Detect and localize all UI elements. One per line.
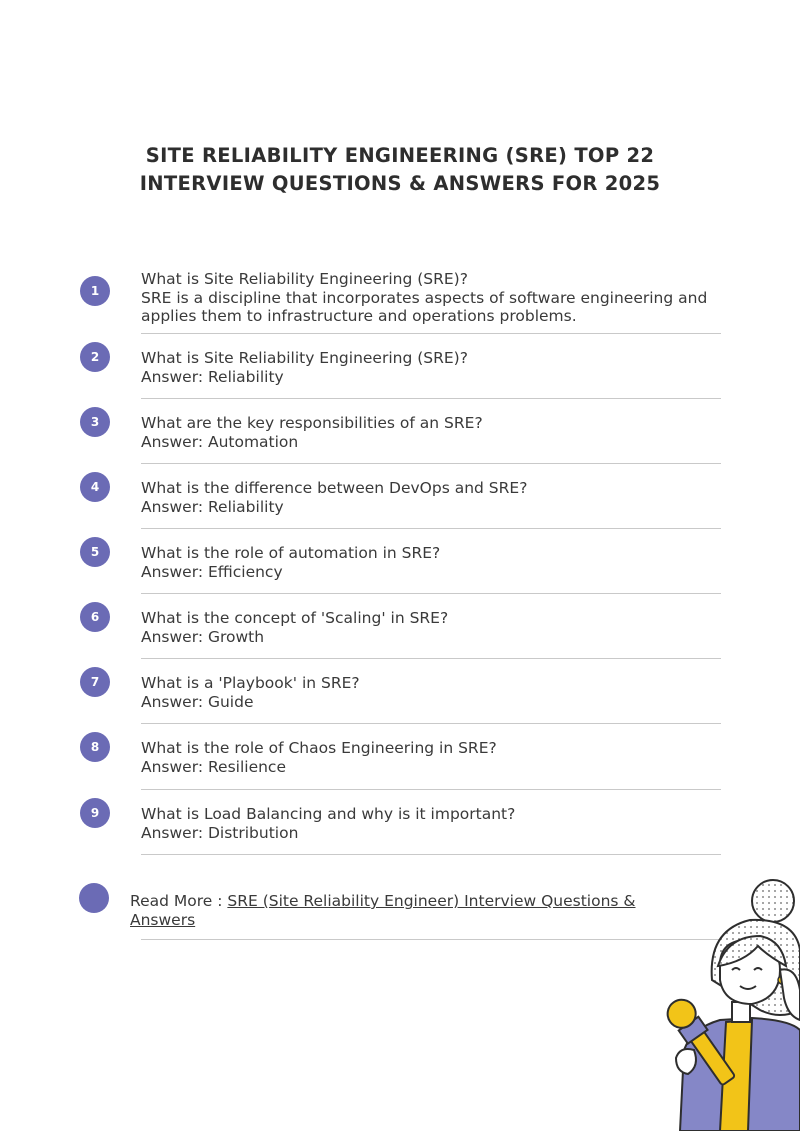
divider — [141, 939, 721, 940]
read-more-link[interactable]: SRE (Site Reliability Engineer) Interview Questions & Answers — [130, 892, 636, 929]
divider — [141, 854, 721, 855]
read-more — [130, 892, 670, 930]
divider — [141, 658, 721, 659]
page-title-line-2: INTERVIEW QUESTIONS & ANSWERS FOR 2025 — [139, 172, 661, 195]
question-text: What is Site Reliability Engineering (SRE)? — [141, 270, 468, 288]
question-text: What is Load Balancing and why is it important? — [141, 805, 516, 823]
answer-text: Answer: Resilience — [141, 757, 286, 776]
divider — [141, 398, 721, 399]
item-number-badge: 7 — [80, 667, 110, 697]
divider — [141, 333, 721, 334]
item-number-badge: 1 — [80, 276, 110, 306]
divider — [141, 463, 721, 464]
woman-with-microphone-illustration — [640, 870, 800, 1131]
question-text: What is a 'Playbook' in SRE? — [141, 674, 360, 692]
answer-text: Answer: Automation — [141, 432, 299, 451]
answer-text: Answer: Reliability — [141, 497, 284, 516]
answer-text: Answer: Guide — [141, 692, 254, 711]
read-more-prefix: Read More : — [130, 892, 228, 910]
answer-text: Answer: Distribution — [141, 823, 299, 842]
question-text: What is the concept of 'Scaling' in SRE? — [141, 609, 449, 627]
item-number-badge: 5 — [80, 537, 110, 567]
page-title — [60, 142, 740, 198]
item-number-badge: 9 — [80, 798, 110, 828]
divider — [141, 723, 721, 724]
divider — [141, 593, 721, 594]
item-number-badge: 6 — [80, 602, 110, 632]
question-text: What are the key responsibilities of an SRE? — [141, 414, 483, 432]
question-text: What is the role of Chaos Engineering in SRE? — [141, 739, 497, 757]
question-text: What is the role of automation in SRE? — [141, 544, 441, 562]
question-text: What is the difference between DevOps and SRE? — [141, 479, 528, 497]
item-number-badge: 8 — [80, 732, 110, 762]
page-title-line-1: SITE RELIABILITY ENGINEERING (SRE) TOP 22 — [145, 144, 655, 167]
answer-text: Answer: Reliability — [141, 367, 284, 386]
divider — [141, 528, 721, 529]
divider — [141, 789, 721, 790]
item-number-badge: 3 — [80, 407, 110, 437]
read-more-bullet — [79, 883, 109, 913]
item-number-badge: 4 — [80, 472, 110, 502]
question-text: What is Site Reliability Engineering (SRE)? — [141, 349, 468, 367]
answer-text: SRE is a discipline that incorporates aspects of software engineering and applies them to infrastructure and operations problems. — [141, 288, 708, 325]
item-number-badge: 2 — [80, 342, 110, 372]
answer-text: Answer: Growth — [141, 627, 265, 646]
answer-text: Answer: Efficiency — [141, 562, 283, 581]
